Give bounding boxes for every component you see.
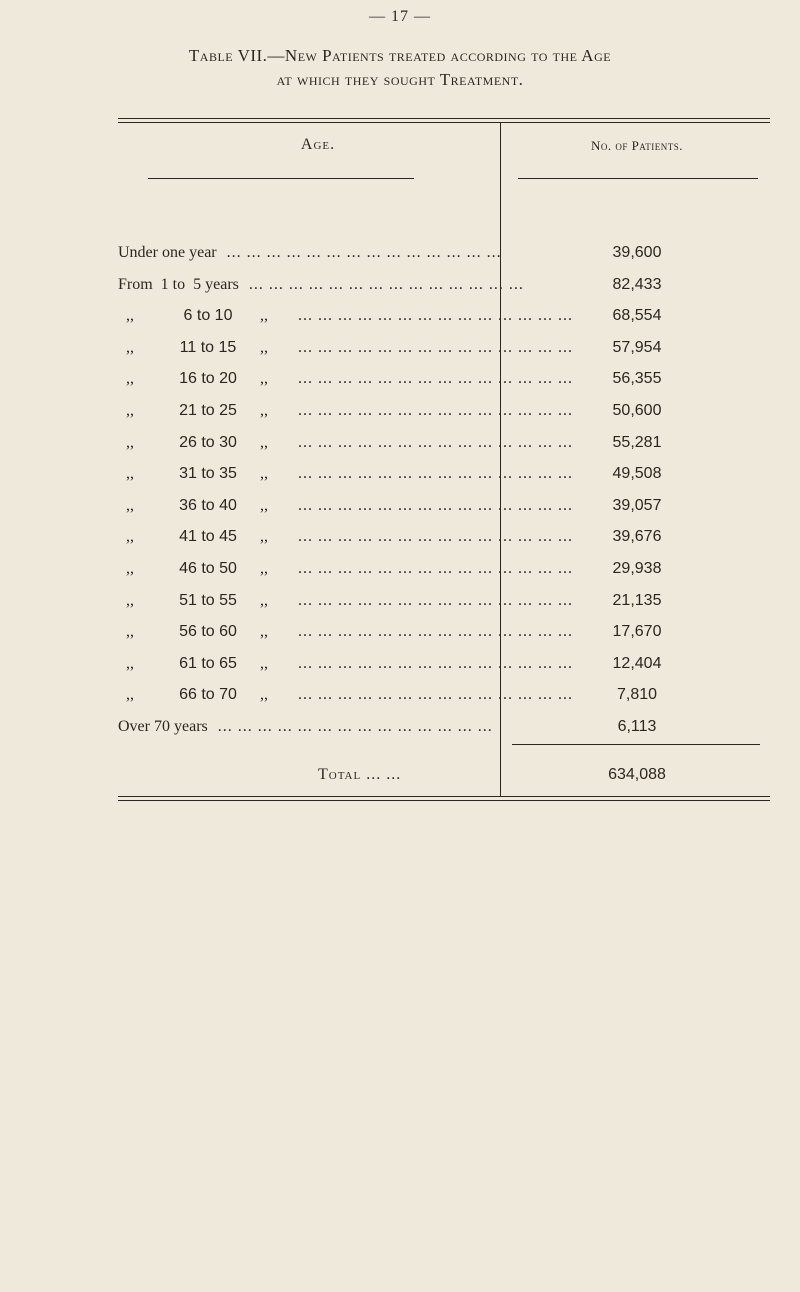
table-row (118, 370, 770, 394)
patient-count: 29,938 (612, 560, 662, 577)
ditto-mark: ,, (126, 528, 134, 546)
dot-leader: ... ... ... ... ... ... ... ... ... ... ... ... ... ... (298, 307, 573, 325)
age-range: 36 to 40 (179, 496, 237, 514)
dot-leader: ... ... ... ... ... ... ... ... ... ... ... ... ... ... (226, 244, 502, 261)
age-range: 31 to 35 (179, 465, 237, 483)
patient-count: 49,508 (612, 465, 662, 483)
age-range-label (118, 275, 524, 294)
patient-count: 21,135 (612, 591, 662, 609)
table-row (118, 623, 770, 647)
header-rule-patients (518, 178, 758, 179)
table-row (118, 497, 770, 521)
age-range: 26 to 30 (179, 433, 237, 451)
patient-count: 55,281 (612, 433, 662, 451)
dot-leader: ... ... ... ... ... ... ... ... ... ... ... ... ... ... (298, 528, 573, 546)
ditto-mark-years: ,, (260, 307, 268, 325)
ditto-mark: ,, (126, 686, 134, 704)
patient-count: 68,554 (612, 307, 662, 325)
ditto-mark-years: ,, (260, 496, 268, 514)
patient-count: 17,670 (612, 623, 662, 641)
patient-count: 50,600 (612, 402, 662, 419)
ditto-mark: ,, (126, 433, 134, 451)
ditto-mark-years: ,, (260, 370, 268, 388)
patient-count: 56,355 (612, 370, 662, 388)
dot-leader: ... ... ... ... ... ... ... ... ... ... ... ... ... ... (298, 623, 573, 641)
ditto-mark: ,, (126, 465, 134, 483)
ditto-mark-years: ,, (260, 338, 268, 356)
age-range-label (118, 654, 573, 673)
ditto-mark: ,, (126, 560, 134, 577)
dot-leader: ... ... ... ... ... ... ... ... ... ... ... ... ... ... (298, 370, 573, 388)
ditto-mark: ,, (126, 402, 134, 419)
total-value: 634,088 (608, 766, 666, 783)
patient-count: 6,113 (617, 718, 657, 735)
table-top-rule (118, 118, 770, 119)
ditto-mark: ,, (126, 496, 134, 514)
dot-leader: ... ... ... ... ... ... ... ... ... ... ... ... ... ... (298, 654, 573, 672)
ditto-mark-years: ,, (260, 465, 268, 483)
header-patients: No. of Patients. (590, 138, 684, 153)
age-range: 6 to 10 (183, 307, 233, 325)
table-top-rule-inner (118, 122, 770, 123)
ditto-mark-years: ,, (260, 686, 268, 704)
age-range-label (118, 338, 573, 357)
patient-count: 39,676 (612, 528, 662, 546)
table-row (118, 339, 770, 363)
age-text: Under one year (118, 244, 217, 261)
table-row (118, 402, 770, 426)
age-range-label (118, 623, 573, 641)
age-range: 21 to 25 (179, 402, 237, 419)
table-bottom-rule (118, 800, 770, 801)
dot-leader: ... ... ... ... ... ... ... ... ... ... ... ... ... ... (298, 560, 573, 577)
dot-leader: ... ... ... ... ... ... ... ... ... ... ... ... ... ... (298, 465, 573, 483)
dot-leader: ... ... ... ... ... ... ... ... ... ... ... ... ... ... (298, 402, 573, 419)
patient-count: 39,057 (612, 496, 662, 514)
age-range-label (118, 496, 573, 515)
dot-leader: ... ... ... ... ... ... ... ... ... ... ... ... ... ... (298, 338, 573, 356)
table-row (118, 465, 770, 489)
table-title-line-1: Table VII.—New Patients treated according to the Age (188, 46, 612, 65)
header-rule-age (148, 178, 414, 179)
age-range-label (118, 370, 573, 388)
dot-leader: ... ... ... ... ... ... ... ... ... ... ... ... ... ... (248, 275, 524, 293)
age-range-label (118, 465, 573, 483)
page-number: — 17 — (369, 8, 431, 25)
age-range: 61 to 65 (179, 654, 237, 672)
dot-leader: ... ... ... ... ... ... ... ... ... ... ... ... ... ... (298, 591, 573, 609)
table-row (118, 560, 770, 584)
table-row (118, 244, 770, 268)
age-range: 11 to 15 (179, 338, 237, 356)
age-range: 56 to 60 (179, 623, 237, 641)
age-range-label (118, 686, 573, 704)
ditto-mark-years: ,, (260, 623, 268, 641)
age-range-label (118, 402, 573, 420)
ditto-mark: ,, (126, 654, 134, 672)
table-row (118, 307, 770, 331)
table-row (118, 592, 770, 616)
age-range: 16 to 20 (179, 370, 237, 388)
ditto-mark-years: ,, (260, 528, 268, 546)
total-rule (512, 744, 760, 745)
table-row (118, 528, 770, 552)
header-age: Age. (300, 136, 336, 153)
table-row (118, 276, 770, 300)
ditto-mark-years: ,, (260, 402, 268, 419)
age-range: 41 to 45 (179, 528, 237, 546)
age-range-label (118, 307, 573, 325)
age-range: 51 to 55 (179, 591, 237, 609)
age-range-label (118, 718, 492, 736)
patient-count: 57,954 (612, 338, 662, 356)
age-range-label (118, 560, 573, 578)
ditto-mark: ,, (126, 623, 134, 641)
table-title (0, 44, 800, 92)
table-title-line-2: at which they sought Treatment. (276, 70, 524, 89)
ditto-mark: ,, (126, 338, 134, 356)
dot-leader: ... ... ... ... ... ... ... ... ... ... ... ... ... ... (298, 686, 573, 704)
table-row (118, 655, 770, 679)
ditto-mark-years: ,, (260, 433, 268, 451)
ditto-mark-years: ,, (260, 591, 268, 609)
ditto-mark: ,, (126, 307, 134, 325)
dot-leader: ... ... ... ... ... ... ... ... ... ... ... ... ... ... (298, 496, 573, 514)
table-row (118, 686, 770, 710)
ditto-mark-years: ,, (260, 560, 268, 577)
age-range-label (118, 591, 573, 610)
ditto-mark-years: ,, (260, 654, 268, 672)
age-range-label (118, 528, 573, 546)
patient-count: 12,404 (612, 654, 662, 672)
table-row (118, 718, 770, 742)
age-table (118, 118, 770, 800)
age-range-label (118, 244, 502, 262)
age-range-label (118, 433, 573, 452)
patient-count: 39,600 (612, 244, 662, 261)
table-bottom-rule-inner (118, 796, 770, 797)
age-range: 66 to 70 (179, 686, 237, 704)
age-range: 46 to 50 (179, 560, 237, 577)
total-label: Total ... ... (318, 766, 402, 783)
ditto-mark: ,, (126, 370, 134, 388)
ditto-mark: ,, (126, 591, 134, 609)
dot-leader: ... ... ... ... ... ... ... ... ... ... ... ... ... ... (298, 433, 573, 451)
age-text: From 1 to 5 years (118, 275, 239, 293)
dot-leader: ... ... ... ... ... ... ... ... ... ... ... ... ... ... (217, 718, 493, 735)
patient-count: 7,810 (616, 686, 658, 704)
age-text: Over 70 years (118, 718, 208, 735)
patient-count: 82,433 (612, 275, 662, 293)
table-row (118, 434, 770, 458)
